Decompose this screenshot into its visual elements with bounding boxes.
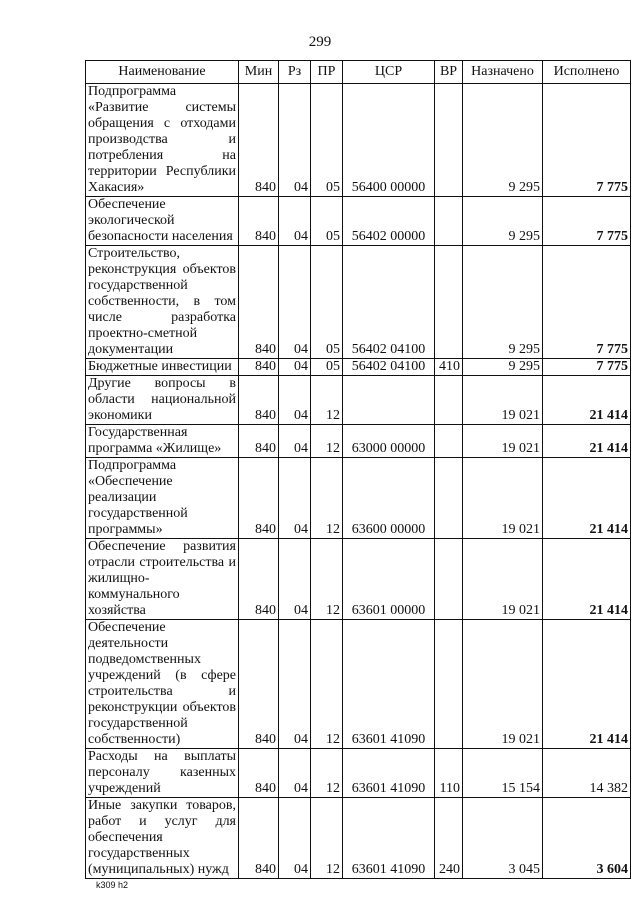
row-min: 840	[239, 84, 279, 197]
row-min: 840	[239, 246, 279, 359]
column-header-rz: Рз	[279, 61, 311, 84]
row-csr: 56402 04100	[343, 359, 435, 376]
row-vr	[435, 458, 463, 539]
row-name: Обеспечение деятельности подведомственных учреждений (в сфере строительства и реконструкции объектов государственной собственности)	[86, 620, 239, 749]
table-row	[86, 376, 631, 425]
row-executed: 7 775	[543, 246, 631, 359]
row-name: Подпрограмма «Обеспечение реализации государственной программы»	[86, 458, 239, 539]
row-assigned: 15 154	[463, 749, 543, 798]
row-rz: 04	[279, 458, 311, 539]
row-assigned: 9 295	[463, 359, 543, 376]
row-assigned: 19 021	[463, 539, 543, 620]
row-csr: 63601 41090	[343, 798, 435, 879]
row-pr: 12	[311, 458, 343, 539]
row-min: 840	[239, 425, 279, 458]
row-pr: 12	[311, 620, 343, 749]
row-csr: 63000 00000	[343, 425, 435, 458]
row-name: Бюджетные инвестиции	[86, 359, 239, 376]
row-csr: 63600 00000	[343, 458, 435, 539]
row-executed: 21 414	[543, 425, 631, 458]
row-name: Строительство, реконструкция объектов государственной собственности, в том числе разработка проектно-сметной документации	[86, 246, 239, 359]
row-executed: 21 414	[543, 620, 631, 749]
row-pr: 05	[311, 84, 343, 197]
row-csr: 56402 04100	[343, 246, 435, 359]
row-csr: 56400 00000	[343, 84, 435, 197]
table-row	[86, 84, 631, 197]
table-row	[86, 425, 631, 458]
row-vr	[435, 376, 463, 425]
table-row	[86, 539, 631, 620]
row-vr	[435, 84, 463, 197]
row-rz: 04	[279, 425, 311, 458]
table-row	[86, 197, 631, 246]
row-executed: 14 382	[543, 749, 631, 798]
page-number: 299	[308, 34, 332, 50]
row-assigned: 19 021	[463, 376, 543, 425]
row-min: 840	[239, 749, 279, 798]
table-row	[86, 798, 631, 879]
footer-code: k309 h2	[96, 880, 129, 890]
row-name: Государственная программа «Жилище»	[86, 425, 239, 458]
row-pr: 12	[311, 425, 343, 458]
column-header-csr: ЦСР	[343, 61, 435, 84]
row-executed: 7 775	[543, 197, 631, 246]
row-vr	[435, 197, 463, 246]
row-min: 840	[239, 620, 279, 749]
row-min: 840	[239, 359, 279, 376]
row-min: 840	[239, 458, 279, 539]
row-pr: 12	[311, 539, 343, 620]
row-vr: 110	[435, 749, 463, 798]
row-rz: 04	[279, 798, 311, 879]
row-min: 840	[239, 376, 279, 425]
table-row	[86, 620, 631, 749]
row-name: Подпрограмма «Развитие системы обращения с отходами производства и потребления на территории Республики Хакасия»	[86, 84, 239, 197]
row-pr: 12	[311, 749, 343, 798]
row-pr: 05	[311, 246, 343, 359]
row-rz: 04	[279, 359, 311, 376]
row-vr	[435, 620, 463, 749]
row-rz: 04	[279, 246, 311, 359]
row-rz: 04	[279, 620, 311, 749]
row-assigned: 3 045	[463, 798, 543, 879]
row-executed: 3 604	[543, 798, 631, 879]
row-executed: 21 414	[543, 539, 631, 620]
column-header-min: Мин	[239, 61, 279, 84]
row-csr: 56402 00000	[343, 197, 435, 246]
row-min: 840	[239, 539, 279, 620]
row-csr: 63601 41090	[343, 620, 435, 749]
row-rz: 04	[279, 749, 311, 798]
row-executed: 21 414	[543, 458, 631, 539]
row-csr	[343, 376, 435, 425]
column-header-pr: ПР	[311, 61, 343, 84]
row-vr: 410	[435, 359, 463, 376]
row-assigned: 9 295	[463, 197, 543, 246]
budget-table	[85, 60, 631, 879]
row-assigned: 19 021	[463, 458, 543, 539]
row-assigned: 9 295	[463, 84, 543, 197]
column-header-name: Наименование	[86, 61, 239, 84]
row-assigned: 19 021	[463, 425, 543, 458]
row-executed: 21 414	[543, 376, 631, 425]
row-rz: 04	[279, 376, 311, 425]
table-header-row	[86, 61, 631, 84]
table-row	[86, 246, 631, 359]
column-header-assigned: Назначено	[463, 61, 543, 84]
row-min: 840	[239, 197, 279, 246]
row-vr	[435, 539, 463, 620]
row-pr: 12	[311, 798, 343, 879]
row-name: Другие вопросы в области национальной экономики	[86, 376, 239, 425]
row-executed: 7 775	[543, 84, 631, 197]
table-row	[86, 749, 631, 798]
row-rz: 04	[279, 197, 311, 246]
row-pr: 05	[311, 197, 343, 246]
row-name: Обеспечение развития отрасли строительства и жилищно-коммунального хозяйства	[86, 539, 239, 620]
column-header-executed: Исполнено	[543, 61, 631, 84]
row-rz: 04	[279, 539, 311, 620]
row-executed: 7 775	[543, 359, 631, 376]
row-name: Иные закупки товаров, работ и услуг для обеспечения государственных (муниципальных) нужд	[86, 798, 239, 879]
row-assigned: 9 295	[463, 246, 543, 359]
row-vr	[435, 246, 463, 359]
row-csr: 63601 00000	[343, 539, 435, 620]
row-pr: 05	[311, 359, 343, 376]
row-name: Расходы на выплаты персоналу казенных учреждений	[86, 749, 239, 798]
row-csr: 63601 41090	[343, 749, 435, 798]
row-vr	[435, 425, 463, 458]
table-row	[86, 458, 631, 539]
row-min: 840	[239, 798, 279, 879]
table-row	[86, 359, 631, 376]
row-rz: 04	[279, 84, 311, 197]
column-header-vr: ВР	[435, 61, 463, 84]
row-assigned: 19 021	[463, 620, 543, 749]
row-pr: 12	[311, 376, 343, 425]
row-name: Обеспечение экологической безопасности населения	[86, 197, 239, 246]
row-vr: 240	[435, 798, 463, 879]
